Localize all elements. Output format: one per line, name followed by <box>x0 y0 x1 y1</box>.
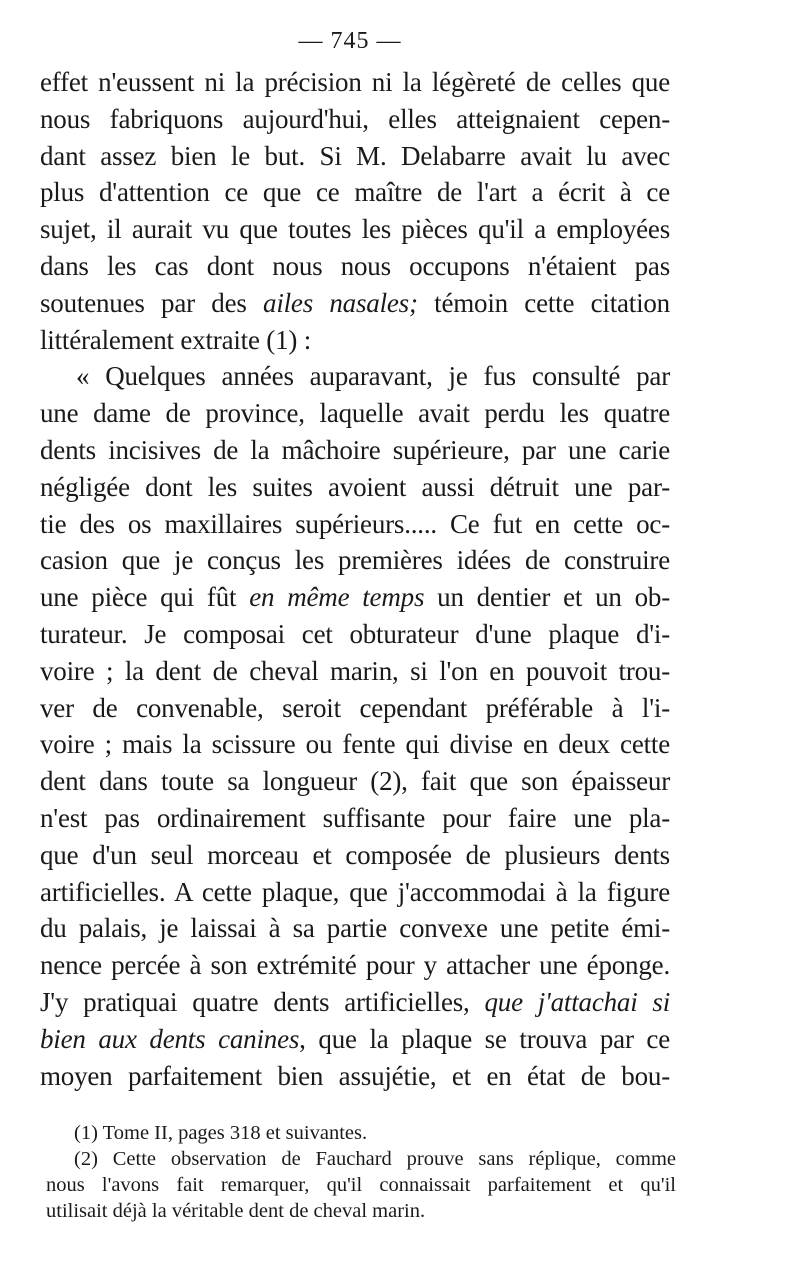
text-line: « Quelques années auparavant, je fus consulté par <box>76 361 670 392</box>
text-line: négligée dont les suites avoient aussi détruit une par- <box>40 471 670 502</box>
text-line: nence percée à son extrémité pour y attacher une éponge. <box>40 950 670 981</box>
text-line: casion que je conçus les premières idées de construire <box>40 545 670 576</box>
text-line: dans les cas dont nous nous occupons n'étaient pas <box>40 250 670 281</box>
text-line: dents incisives de la mâchoire supérieure, par une carie <box>40 434 670 465</box>
text-line: dant assez bien le but. Si M. Delabarre avait lu avec <box>40 140 670 171</box>
text-segment: J'y pratiquai quatre dents artificielles, <box>40 986 485 1017</box>
text-line: voire ; la dent de cheval marin, si l'on en pouvoit trou- <box>40 655 670 686</box>
text-line: dent dans toute sa longueur (2), fait que son épaisseur <box>40 766 670 797</box>
text-line: que d'un seul morceau et composée de plusieurs dents <box>40 839 670 870</box>
text-line <box>40 1021 670 1058</box>
text-line <box>40 579 670 616</box>
italic-text: en même temps <box>249 582 425 613</box>
page-number: — 745 — <box>298 28 402 54</box>
text-line: turateur. Je composai cet obturateur d'une plaque d'i- <box>40 618 670 649</box>
text-line: nous fabriquons aujourd'hui, elles atteignaient cepen- <box>40 103 670 134</box>
footnote-start: (1) Tome II, pages 318 et suivantes. <box>74 1122 368 1144</box>
text-line: une dame de province, laquelle avait perdu les quatre <box>40 398 670 429</box>
text-line <box>40 285 670 322</box>
italic-text: ailes nasales; <box>263 287 418 318</box>
text-line: plus d'attention ce que ce maître de l'art a écrit à ce <box>40 177 670 208</box>
footnotes <box>46 1120 676 1224</box>
text-line: sujet, il aurait vu que toutes les pièces qu'il a employées <box>40 214 670 245</box>
footnote-line: utilisait déjà la véritable dent de cheval marin. <box>46 1200 426 1222</box>
text-line: artificielles. A cette plaque, que j'accommodai à la figure <box>40 876 670 907</box>
text-line: effet n'eussent ni la précision ni la légèreté de celles que <box>40 67 670 97</box>
footnote-start: (2) Cette observation de Fauchard prouve sans réplique, comme <box>74 1148 676 1170</box>
text-line: tie des os maxillaires supérieurs..... Ce fut en cette oc- <box>40 508 670 539</box>
italic-text: que j'attachai si <box>484 986 671 1017</box>
text-line: du palais, je laissai à sa partie convexe une petite émi- <box>40 913 670 944</box>
text-line: voire ; mais la scissure ou fente qui divise en deux cette <box>40 729 670 760</box>
body-text <box>40 64 670 1094</box>
text-segment: , que la plaque se trouva par ce <box>299 1023 670 1054</box>
text-segment: un dentier et un ob- <box>424 582 670 613</box>
text-segment: soutenues par des <box>40 287 264 318</box>
italic-text: bien aux dents canines <box>40 1023 300 1054</box>
text-line: moyen parfaitement bien assujétie, et en état de bou- <box>40 1060 670 1091</box>
text-line: littéralement extraite (1) : <box>40 324 312 355</box>
text-segment: une pièce qui fût <box>40 582 250 613</box>
footnote-line: nous l'avons fait remarquer, qu'il connaissait parfaitement et qu'il <box>46 1174 676 1196</box>
text-line: ver de convenable, seroit cependant préférable à l'i- <box>40 692 670 723</box>
text-line: n'est pas ordinairement suffisante pour faire une pla- <box>40 802 670 833</box>
text-segment: témoin cette citation <box>417 287 670 318</box>
text-line <box>40 984 670 1021</box>
